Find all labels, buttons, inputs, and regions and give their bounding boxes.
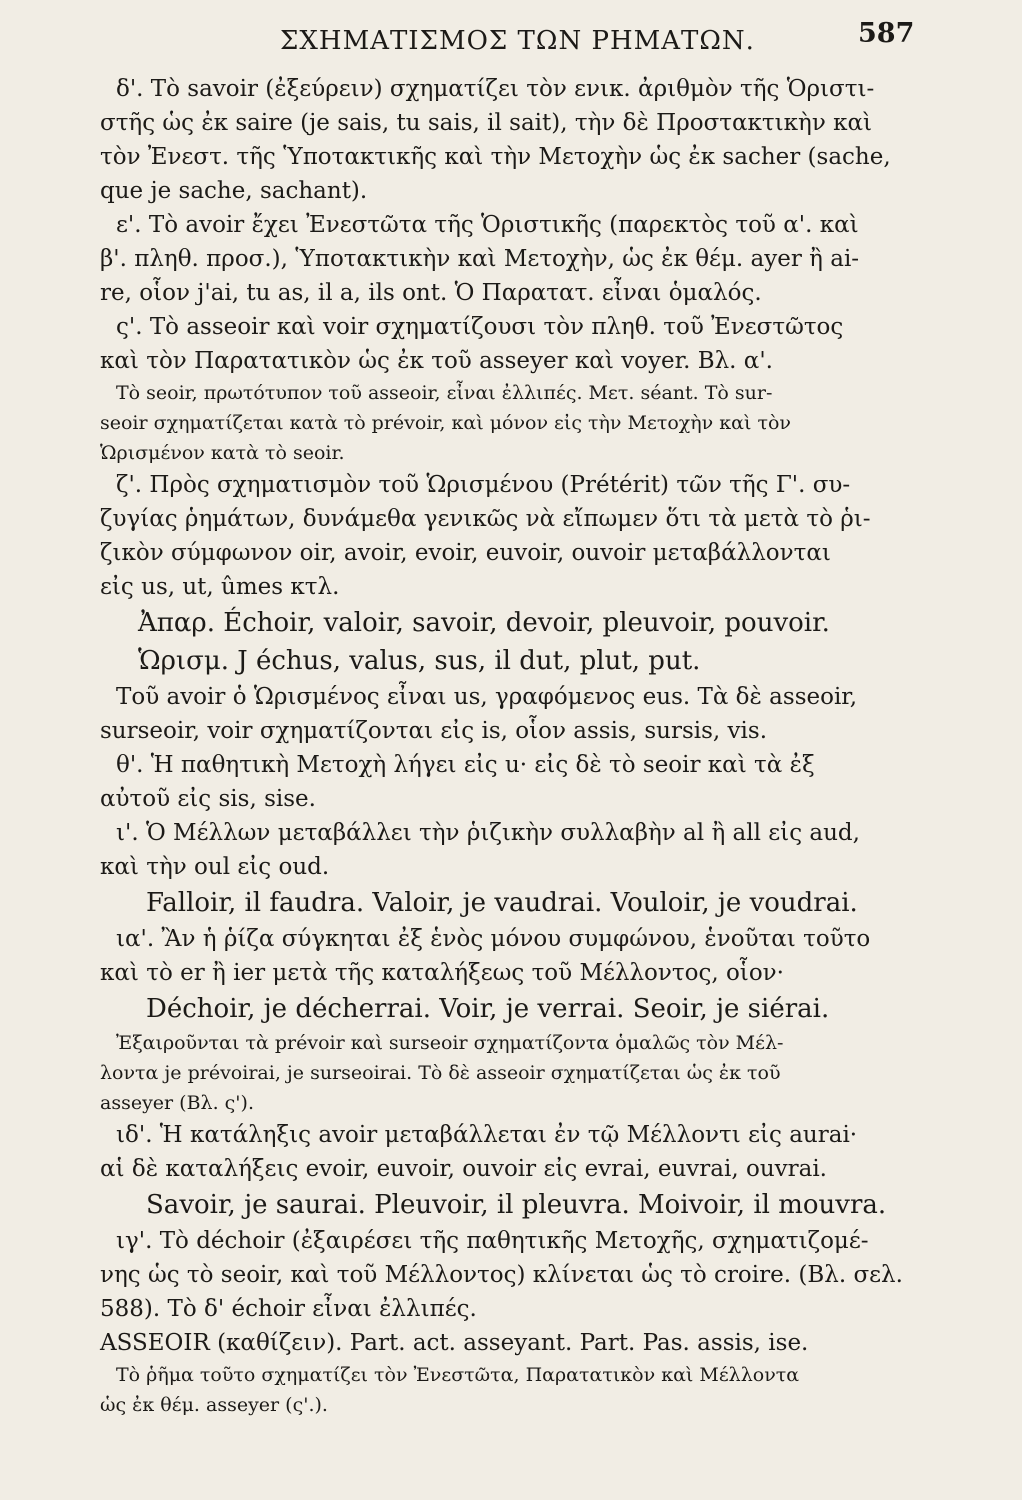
page-number: 587	[858, 18, 915, 49]
text-line: surseoir, voir σχηματίζονται εἰς is, οἷον assis, sursis, vis.	[100, 718, 768, 744]
text-line: στῆς ὡς ἐκ saire (je sais, tu sais, il sait), τὴν δὲ Προστακτικὴν καὶ	[100, 110, 873, 136]
text-line: ιγ'. Τὸ déchoir (ἐξαιρέσει τῆς παθητικῆς Μετοχῆς, σχηματιζομέ-	[116, 1228, 869, 1254]
text-line: ια'. Ἂν ἡ ῥίζα σύγκηται ἐξ ἑνὸς μόνου συμφώνου, ἑνοῦται τοῦτο	[116, 926, 871, 952]
text-line: ASSEOIR (καθίζειν). Part. act. asseyant. Part. Pas. assis, ise.	[100, 1330, 809, 1356]
text-line: καὶ τὴν oul εἰς oud.	[100, 854, 330, 880]
text-line: re, οἷον j'ai, tu as, il a, ils ont. Ὁ Παρατατ. εἶναι ὁμαλός.	[100, 280, 762, 306]
text-line: ς'. Τὸ asseoir καὶ voir σχηματίζουσι τὸν πληθ. τοῦ Ἐνεστῶτος	[116, 314, 844, 340]
text-line: Ἐξαιροῦνται τὰ prévoir καὶ surseoir σχηματίζοντα ὁμαλῶς τὸν Μέλ-	[116, 1032, 784, 1054]
text-line: λοντα je prévoirai, je surseoirai. Τὸ δὲ asseoir σχηματίζεται ὡς ἐκ τοῦ	[100, 1062, 781, 1084]
text-line: τὸν Ἐνεστ. τῆς Ὑποτακτικῆς καὶ τὴν Μετοχὴν ὡς ἐκ sacher (sache,	[100, 144, 891, 170]
text-line: ι'. Ὁ Μέλλων μεταβάλλει τὴν ῥιζικὴν συλλαβὴν al ἢ all εἰς aud,	[116, 820, 860, 846]
text-line: ιδ'. Ἡ κατάληξις avoir μεταβάλλεται ἐν τῷ Μέλλοντι εἰς aurai·	[116, 1122, 858, 1148]
body-text	[100, 72, 903, 1420]
text-line: Ὡρισμένον κατὰ τὸ seoir.	[100, 442, 345, 464]
text-line: εἰς us, ut, ûmes κτλ.	[100, 574, 340, 600]
text-line: que je sache, sachant).	[100, 178, 368, 204]
text-line: δ'. Τὸ savoir (ἐξεύρειν) σχηματίζει τὸν ενικ. ἀριθμὸν τῆς Ὁριστι-	[116, 76, 875, 102]
text-line: Ἀπαρ. Échoir, valoir, savoir, devoir, pleuvoir, pouvoir.	[138, 608, 830, 638]
text-line: Savoir, je saurai. Pleuvoir, il pleuvra. Moivoir, il mouvra.	[146, 1190, 887, 1220]
text-line: Τὸ seoir, πρωτότυπον τοῦ asseoir, εἶναι ἐλλιπές. Μετ. séant. Τὸ sur-	[116, 382, 773, 404]
text-line: Τὸ ῥῆμα τοῦτο σχηματίζει τὸν Ἐνεστῶτα, Παρατατικὸν καὶ Μέλλοντα	[116, 1364, 800, 1386]
text-line: καὶ τὸν Παρατατικὸν ὡς ἐκ τοῦ asseyer καὶ voyer. Βλ. α'.	[100, 348, 773, 374]
text-line: αἱ δὲ καταλήξεις evoir, euvoir, ouvoir εἰς evrai, euvrai, ouvrai.	[100, 1156, 827, 1182]
text-line: ζικὸν σύμφωνον oir, avoir, evoir, euvoir, ouvoir μεταβάλλονται	[100, 540, 831, 566]
text-line: seoir σχηματίζεται κατὰ τὸ prévoir, καὶ μόνον εἰς τὴν Μετοχὴν καὶ τὸν	[100, 412, 791, 434]
page-header	[0, 18, 1022, 62]
text-line: Déchoir, je décherrai. Voir, je verrai. Seoir, je siérai.	[146, 994, 830, 1024]
text-line: ζ'. Πρὸς σχηματισμὸν τοῦ Ὡρισμένου (Prétérit) τῶν τῆς Γ'. συ-	[116, 472, 851, 498]
text-line: νης ὡς τὸ seoir, καὶ τοῦ Μέλλοντος) κλίνεται ὡς τὸ croire. (Βλ. σελ.	[100, 1262, 903, 1288]
text-line: ὡς ἐκ θέμ. asseyer (ς'.).	[100, 1394, 328, 1416]
text-line: 588). Τὸ δ' échoir εἶναι ἐλλιπές.	[100, 1296, 477, 1322]
text-line: Τοῦ avoir ὁ Ὡρισμένος εἶναι us, γραφόμενος eus. Τὰ δὲ asseoir,	[116, 684, 858, 710]
text-line: β'. πληθ. προσ.), Ὑποτακτικὴν καὶ Μετοχὴν, ὡς ἐκ θέμ. ayer ἢ ai-	[100, 246, 860, 272]
text-line: καὶ τὸ er ἢ ier μετὰ τῆς καταλήξεως τοῦ Μέλλοντος, οἷον·	[100, 960, 784, 986]
text-line: Ὡρισμ. J échus, valus, sus, il dut, plut, put.	[138, 646, 701, 676]
text-line: θ'. Ἡ παθητικὴ Μετοχὴ λήγει εἰς u· εἰς δὲ τὸ seoir καὶ τὰ ἐξ	[116, 752, 815, 778]
text-line: ζυγίας ῥημάτων, δυνάμεθα γενικῶς νὰ εἴπωμεν ὅτι τὰ μετὰ τὸ ῥι-	[100, 506, 871, 532]
text-line: asseyer (Βλ. ς').	[100, 1092, 254, 1114]
text-line: Falloir, il faudra. Valoir, je vaudrai. Vouloir, je voudrai.	[146, 888, 858, 918]
text-line: ε'. Τὸ avoir ἔχει Ἐνεστῶτα τῆς Ὁριστικῆς (παρεκτὸς τοῦ α'. καὶ	[116, 212, 859, 238]
running-title: ΣΧΗΜΑΤΙΣΜΟΣ ΤΩΝ ΡΗΜΑΤΩΝ.	[280, 26, 755, 56]
text-line: αὐτοῦ εἰς sis, sise.	[100, 786, 316, 812]
